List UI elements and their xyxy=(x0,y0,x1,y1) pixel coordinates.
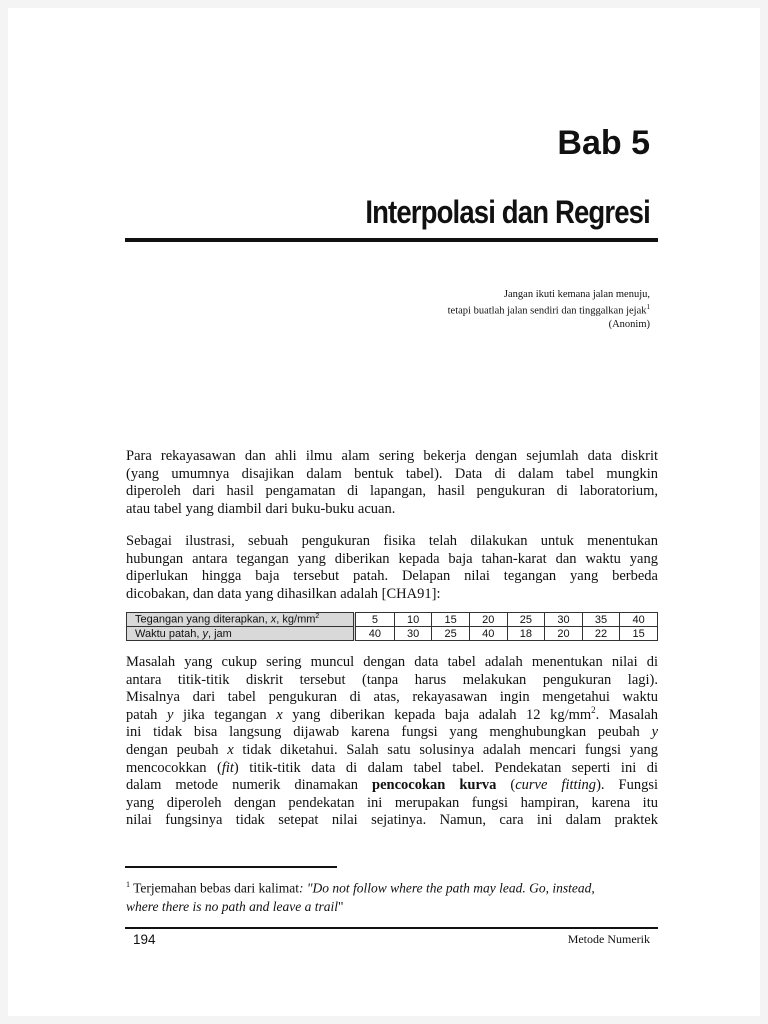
table-cell: 18 xyxy=(507,627,545,641)
table-cell: 30 xyxy=(394,627,432,641)
term: fit xyxy=(221,759,234,776)
table-cell: 5 xyxy=(355,613,395,627)
var: y xyxy=(651,724,658,741)
table-cell: 20 xyxy=(469,613,507,627)
page-number: 194 xyxy=(133,932,156,947)
text: ) titik-titik data di dalam tabel tabel. Pendekatan seperti ini di xyxy=(233,759,658,776)
table-cell: 15 xyxy=(620,627,658,641)
text: patah xyxy=(126,706,167,723)
table-cell: 20 xyxy=(545,627,583,641)
table-cell: 25 xyxy=(432,627,470,641)
row-header-var: y xyxy=(202,627,208,640)
term: curve fitting xyxy=(515,777,597,794)
footnote-text: " xyxy=(337,898,344,914)
footnote-rule xyxy=(125,866,337,868)
row-header-text: , jam xyxy=(207,627,232,640)
text-line: Sebagai ilustrasi, sebuah pengukuran fisika telah dilakukan untuk menentukan xyxy=(126,533,658,549)
text-line: diperoleh dari hasil pengamatan di lapangan, hasil pengukuran di laboratorium, xyxy=(126,483,658,500)
table-cell: 35 xyxy=(582,613,620,627)
text-line xyxy=(126,777,658,795)
epigraph xyxy=(448,288,650,331)
text: tidak diketahui. Salah satu solusinya adalah mencari fungsi yang xyxy=(233,741,658,758)
text-line: antara titik-titik diskrit tersebut (tanpa harus melakukan pengukuran lagi). xyxy=(126,671,658,688)
epigraph-source: (Anonim) xyxy=(608,318,650,330)
row-header-text: , kg/mm xyxy=(276,613,316,626)
text: ( xyxy=(496,777,516,794)
row-header-text: Waktu patah, xyxy=(135,627,203,640)
text-line: atau tabel yang diambil dari buku-buku acuan. xyxy=(126,500,396,517)
footer-rule xyxy=(125,927,658,929)
paragraph-intro xyxy=(126,448,658,518)
footnote-line xyxy=(126,898,658,916)
data-table xyxy=(126,612,658,641)
epigraph-line: Jangan ikuti kemana jalan menuju, xyxy=(503,289,650,300)
table-cell: 30 xyxy=(545,613,583,627)
paragraph-curve-fitting xyxy=(126,654,658,830)
text-line: hubungan antara tegangan yang diberikan kepada baja tahan-karat dan waktu yang xyxy=(126,550,658,567)
title-rule xyxy=(125,238,658,242)
footnote-quote: : "Do not follow where the path may lead. Go, instead, xyxy=(299,880,595,896)
table-cell: 40 xyxy=(620,613,658,627)
text-line: Misalnya dari tabel pengukuran di atas, rekayasawan ingin mengetahui waktu xyxy=(126,689,658,706)
epigraph-line xyxy=(448,301,650,318)
footnote-quote: where there is no path and leave a trail xyxy=(126,898,338,914)
sup: 2 xyxy=(591,704,596,715)
var: y xyxy=(166,706,174,723)
text: jika tegangan xyxy=(173,706,277,723)
footnote-number: 1 xyxy=(126,880,130,889)
text-line xyxy=(126,742,658,760)
text: yang diberikan kepada baja adalah 12 kg/mm xyxy=(282,706,592,723)
epigraph-text: tetapi buatlah jalan sendiri dan tinggalkan jejak xyxy=(447,305,647,317)
text-line: (yang umumnya disajikan dalam bentuk tabel). Data di dalam tabel mungkin xyxy=(126,465,658,482)
var: x xyxy=(227,741,234,758)
table-cell: 40 xyxy=(355,627,395,641)
text-line xyxy=(126,724,658,742)
text-line xyxy=(126,760,658,778)
row-header-sup: 2 xyxy=(315,613,320,621)
text-line: diperlukan hingga baja tersebut patah. Delapan nilai tegangan yang berbeda xyxy=(126,568,658,585)
row-header-var: x xyxy=(270,613,277,626)
table-cell: 10 xyxy=(394,613,432,627)
text: ini tidak bisa langsung dijawab karena fungsi yang menghubungkan peubah xyxy=(126,724,652,741)
text-line: Masalah yang cukup sering muncul dengan data tabel adalah menentukan nilai di xyxy=(126,654,658,670)
footnote xyxy=(126,876,658,916)
footnote-line xyxy=(126,876,658,898)
text-line: Para rekayasawan dan ahli ilmu alam sering bekerja dengan sejumlah data diskrit xyxy=(126,448,658,464)
text-line xyxy=(126,704,658,725)
table-cell: 15 xyxy=(432,613,470,627)
table-cell: 25 xyxy=(507,613,545,627)
row-header-text: Tegangan yang diterapkan, xyxy=(135,613,271,626)
text-line: nilai fungsinya tidak setepat nilai sejatinya. Namun, cara ini dalam praktek xyxy=(126,812,658,829)
text: ). Fungsi xyxy=(596,777,658,794)
row-header xyxy=(127,613,355,627)
chapter-number: Bab 5 xyxy=(557,124,650,162)
var: x xyxy=(276,706,283,723)
table-row-time xyxy=(127,627,658,641)
text: dalam metode numerik dinamakan xyxy=(126,777,373,794)
table-cell: 40 xyxy=(469,627,507,641)
paragraph-illustration xyxy=(126,533,658,603)
text: mencocokkan ( xyxy=(126,759,222,776)
document-page xyxy=(8,8,760,1016)
text: . Masalah xyxy=(595,706,658,723)
row-header xyxy=(127,627,355,641)
text: dengan peubah xyxy=(126,741,228,758)
text-line: yang diperoleh dengan pendekatan ini merupakan fungsi hampiran, karena itu xyxy=(126,794,658,811)
book-title: Metode Numerik xyxy=(567,932,650,946)
key-term: pencocokan kurva xyxy=(372,777,497,794)
footnote-text: Terjemahan bebas dari kalimat xyxy=(130,880,299,896)
table-cell: 22 xyxy=(582,627,620,641)
footnote-ref[interactable]: 1 xyxy=(646,303,650,311)
chapter-title: Interpolasi dan Regresi xyxy=(365,194,650,230)
table-row-stress xyxy=(127,613,658,627)
text-line: dicobakan, dan data yang dihasilkan adalah [CHA91]: xyxy=(126,585,441,602)
